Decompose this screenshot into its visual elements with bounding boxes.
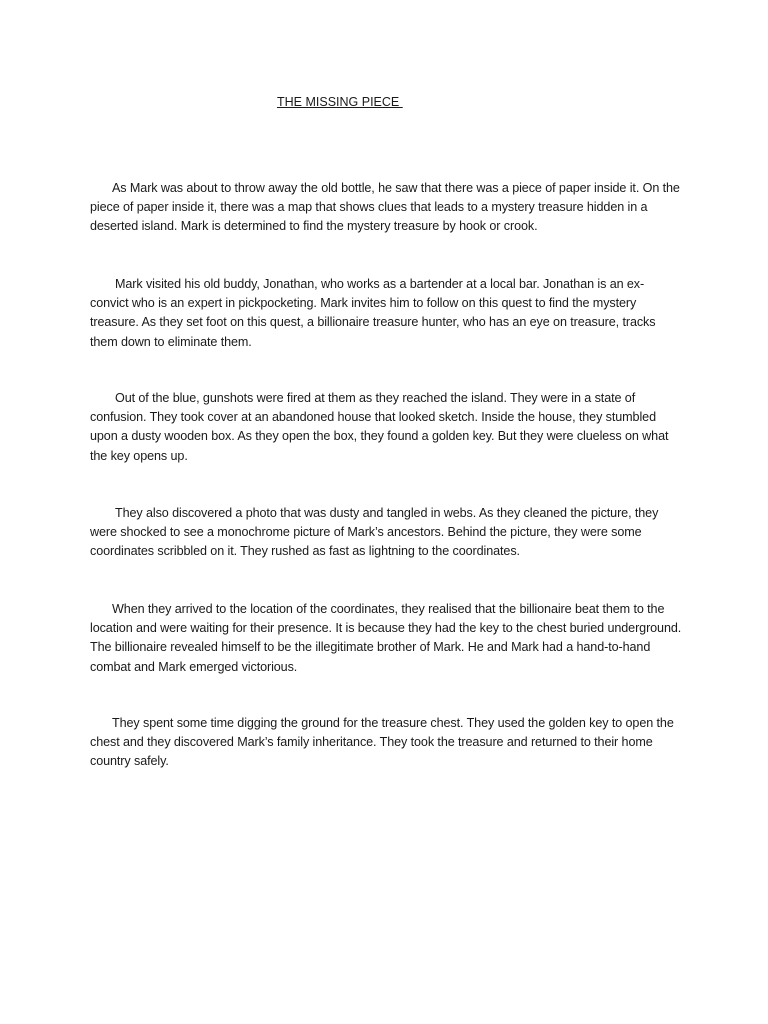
- paragraph-3: Out of the blue, gunshots were fired at them as they reached the island. They were in a state of confusion. They took cover at an abandoned house that looked sketch. Inside the house, they stumbled upon a dusty wooden box. As they open the box, they found a golden key. But they were clueless on what the key opens up.: [90, 391, 669, 463]
- paragraph-5: When they arrived to the location of the coordinates, they realised that the billionaire beat them to the location and were waiting for their presence. It is because they had the key to the chest buried underground. The billionaire revealed himself to be the illegitimate brother of Mark. He and Mark had a hand-to-hand combat and Mark emerged victorious.: [90, 602, 682, 674]
- paragraph-6: They spent some time digging the ground for the treasure chest. They used the golden key to open the chest and they discovered Mark’s family inheritance. They took the treasure and returned to their home country safely.: [90, 716, 674, 769]
- document-title: THE MISSING PIECE: [277, 95, 403, 109]
- paragraph-1: As Mark was about to throw away the old bottle, he saw that there was a piece of paper inside it. On the piece of paper inside it, there was a map that shows clues that leads to a mystery treasure hidden in a deserted island. Mark is determined to find the mystery treasure by hook or crook.: [90, 181, 680, 234]
- paragraph-2: Mark visited his old buddy, Jonathan, who works as a bartender at a local bar. Jonathan is an ex-convict who is an expert in pickpocketing. Mark invites him to follow on this quest to find the mystery treasure. As they set foot on this quest, a billionaire treasure hunter, who has an eye on treasure, tracks them down to eliminate them.: [90, 277, 656, 349]
- paragraph-4: They also discovered a photo that was dusty and tangled in webs. As they cleaned the picture, they were shocked to see a monochrome picture of Mark’s ancestors. Behind the picture, they were some coordinates scribbled on it. They rushed as fast as lightning to the coordinates.: [90, 506, 659, 559]
